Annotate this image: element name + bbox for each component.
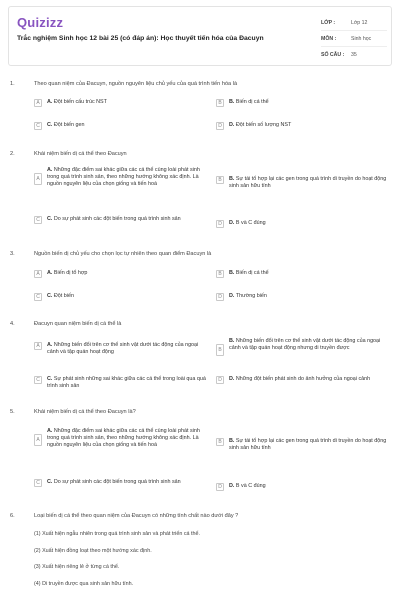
- question-number: 3.: [10, 251, 15, 257]
- option-a[interactable]: [34, 428, 206, 449]
- option-prefix: C.: [47, 376, 53, 382]
- question-2: [10, 150, 392, 158]
- option-letter: C: [34, 293, 42, 301]
- question-6: [10, 512, 392, 520]
- statement-3: (3) Xuất hiện riêng lẻ ở từng cá thể.: [34, 564, 120, 570]
- option-a[interactable]: [34, 342, 206, 356]
- option-prefix: A.: [47, 99, 53, 105]
- option-letter: B: [216, 438, 224, 446]
- worksheet-title: Trắc nghiệm Sinh học 12 bài 25 (có đáp án): Học thuyết tiến hóa của Đacuyn: [17, 35, 264, 42]
- question-4: [10, 320, 392, 328]
- option-b[interactable]: [216, 99, 388, 107]
- option-text: Sự tái tổ hợp lại các gen trong quá trình di truyền do hoạt động sinh sản hữu tính: [229, 176, 387, 189]
- option-letter: A: [34, 173, 42, 185]
- option-letter: B: [216, 270, 224, 278]
- option-prefix: D.: [229, 220, 235, 226]
- statement-4: (4) Di truyền được qua sinh sản hữu tính.: [34, 581, 134, 587]
- question-text: Khái niệm biến dị cá thể theo Đacuyn là?: [34, 409, 136, 415]
- question-number: 5.: [10, 409, 15, 415]
- option-d[interactable]: [216, 483, 388, 491]
- option-letter: C: [34, 479, 42, 487]
- option-letter: A: [34, 342, 42, 350]
- option-text: Thường biến: [235, 293, 267, 299]
- meta-value: Lớp 12: [351, 19, 368, 26]
- option-prefix: A.: [47, 428, 53, 434]
- question-number: 2.: [10, 151, 15, 157]
- option-prefix: D.: [229, 376, 235, 382]
- option-prefix: B.: [229, 176, 235, 182]
- option-d[interactable]: [216, 220, 388, 228]
- statement-1: (1) Xuất hiện ngẫu nhiên trong quá trình sinh sản và phát triển cá thể.: [34, 531, 201, 537]
- option-text: Biến dị cá thể: [235, 99, 269, 105]
- question-1: [10, 80, 392, 88]
- question-text: Đacuyn quan niệm biến dị cá thể là: [34, 321, 122, 327]
- option-text: Những biến đổi trên cơ thể sinh vật dưới tác động của ngoại cảnh và tập quán hoạt động: [47, 342, 199, 355]
- option-prefix: D.: [229, 293, 235, 299]
- meta-label: MÔN :: [321, 35, 337, 42]
- option-text: B và C đúng: [235, 483, 266, 489]
- option-text: Những đặc điểm sai khác giữa các cá thể cùng loài phát sinh trong quá trình sinh sản, theo những hướng không xác định. Là nguồn nguyên liệu của chọn giống và tiến hoá: [47, 167, 200, 187]
- option-letter: D: [216, 122, 224, 130]
- option-letter: B: [216, 99, 224, 107]
- option-text: Đột biến gen: [53, 122, 85, 128]
- question-number: 1.: [10, 81, 15, 87]
- option-prefix: D.: [229, 483, 235, 489]
- option-letter: C: [34, 122, 42, 130]
- question-3: [10, 250, 392, 258]
- question-number: 4.: [10, 321, 15, 327]
- option-text: Sự tái tổ hợp lại các gen trong quá trình di truyền do hoạt động sinh sản hữu tính: [229, 438, 387, 451]
- meta-value: 35: [351, 51, 357, 58]
- option-letter: D: [216, 220, 224, 228]
- meta-value: Sinh học: [351, 35, 372, 42]
- option-letter: D: [216, 483, 224, 491]
- option-prefix: A.: [47, 342, 53, 348]
- option-text: Những biến đổi trên cơ thể sinh vật dưới tác động của ngoại cảnh và tập quán hoạt động nhưng di truyền được: [229, 338, 381, 351]
- option-letter: D: [216, 376, 224, 384]
- option-letter: A: [34, 270, 42, 278]
- option-text: Những đột biến phát sinh do ảnh hưởng của ngoại cảnh: [235, 376, 371, 382]
- option-a[interactable]: [34, 167, 206, 188]
- meta-label: SỐ CÂU :: [321, 51, 345, 58]
- option-a[interactable]: [34, 270, 204, 278]
- option-prefix: B.: [229, 338, 235, 344]
- option-c[interactable]: [34, 479, 206, 487]
- option-a[interactable]: [34, 99, 204, 107]
- quizizz-logo: Quizizz: [17, 15, 64, 30]
- meta-panel: [321, 15, 387, 62]
- option-b[interactable]: [216, 338, 388, 356]
- option-c[interactable]: [34, 216, 206, 224]
- option-text: Sự phát sinh những sai khác giữa các cá thể trong loài qua quá trình sinh sản: [47, 376, 206, 389]
- option-prefix: D.: [229, 122, 235, 128]
- question-text: Khái niệm biến dị cá thể theo Đacuyn: [34, 151, 127, 157]
- option-prefix: B.: [229, 270, 235, 276]
- option-letter: C: [34, 216, 42, 224]
- option-d[interactable]: [216, 122, 388, 130]
- option-text: Đột biến số lượng NST: [235, 122, 292, 128]
- option-text: Đột biến cấu trúc NST: [53, 99, 107, 105]
- option-prefix: C.: [47, 216, 53, 222]
- meta-row-subject: [321, 31, 387, 47]
- option-text: Do sự phát sinh các đột biến trong quá trình sinh sản: [53, 479, 181, 485]
- option-letter: B: [216, 176, 224, 184]
- question-number: 6.: [10, 513, 15, 519]
- option-text: Những đặc điểm sai khác giữa các cá thể cùng loài phát sinh trong quá trình sinh sản, theo những hướng không xác định. Là nguồn nguyên liệu của chọn giống và tiến hoá: [47, 428, 200, 448]
- option-c[interactable]: [34, 122, 204, 130]
- option-prefix: C.: [47, 293, 53, 299]
- option-prefix: A.: [47, 167, 53, 173]
- option-letter: D: [216, 293, 224, 301]
- option-b[interactable]: [216, 438, 388, 452]
- option-d[interactable]: [216, 293, 388, 301]
- option-prefix: C.: [47, 122, 53, 128]
- option-c[interactable]: [34, 293, 204, 301]
- option-b[interactable]: [216, 270, 388, 278]
- option-prefix: B.: [229, 438, 235, 444]
- meta-row-count: [321, 47, 387, 62]
- option-text: Biến dị cá thể: [235, 270, 269, 276]
- question-5: [10, 408, 392, 416]
- option-text: Biến dị tổ hợp: [53, 270, 88, 276]
- option-d[interactable]: [216, 376, 388, 384]
- meta-label: LỚP :: [321, 19, 336, 26]
- option-b[interactable]: [216, 176, 388, 190]
- option-text: Đột biến: [53, 293, 74, 299]
- option-prefix: B.: [229, 99, 235, 105]
- option-letter: B: [216, 344, 224, 356]
- option-text: B và C đúng: [235, 220, 266, 226]
- option-letter: A: [34, 434, 42, 446]
- worksheet-header: [8, 6, 392, 66]
- question-text: Theo quan niệm của Đacuyn, nguồn nguyên liệu chủ yếu của quá trình tiến hóa là: [34, 81, 238, 87]
- question-text: Loại biến dị cá thể theo quan niệm của Đacuyn có những tính chất nào dưới đây ?: [34, 513, 239, 519]
- option-text: Do sự phát sinh các đột biến trong quá trình sinh sản: [53, 216, 181, 222]
- option-prefix: A.: [47, 270, 53, 276]
- option-letter: C: [34, 376, 42, 384]
- option-letter: A: [34, 99, 42, 107]
- meta-row-grade: [321, 15, 387, 31]
- option-prefix: C.: [47, 479, 53, 485]
- question-text: Nguồn biến dị chủ yếu cho chọn lọc tự nhiên theo quan điểm Đacuyn là: [34, 251, 212, 257]
- option-c[interactable]: [34, 376, 206, 390]
- statement-2: (2) Xuất hiện đồng loạt theo một hướng xác định.: [34, 548, 152, 554]
